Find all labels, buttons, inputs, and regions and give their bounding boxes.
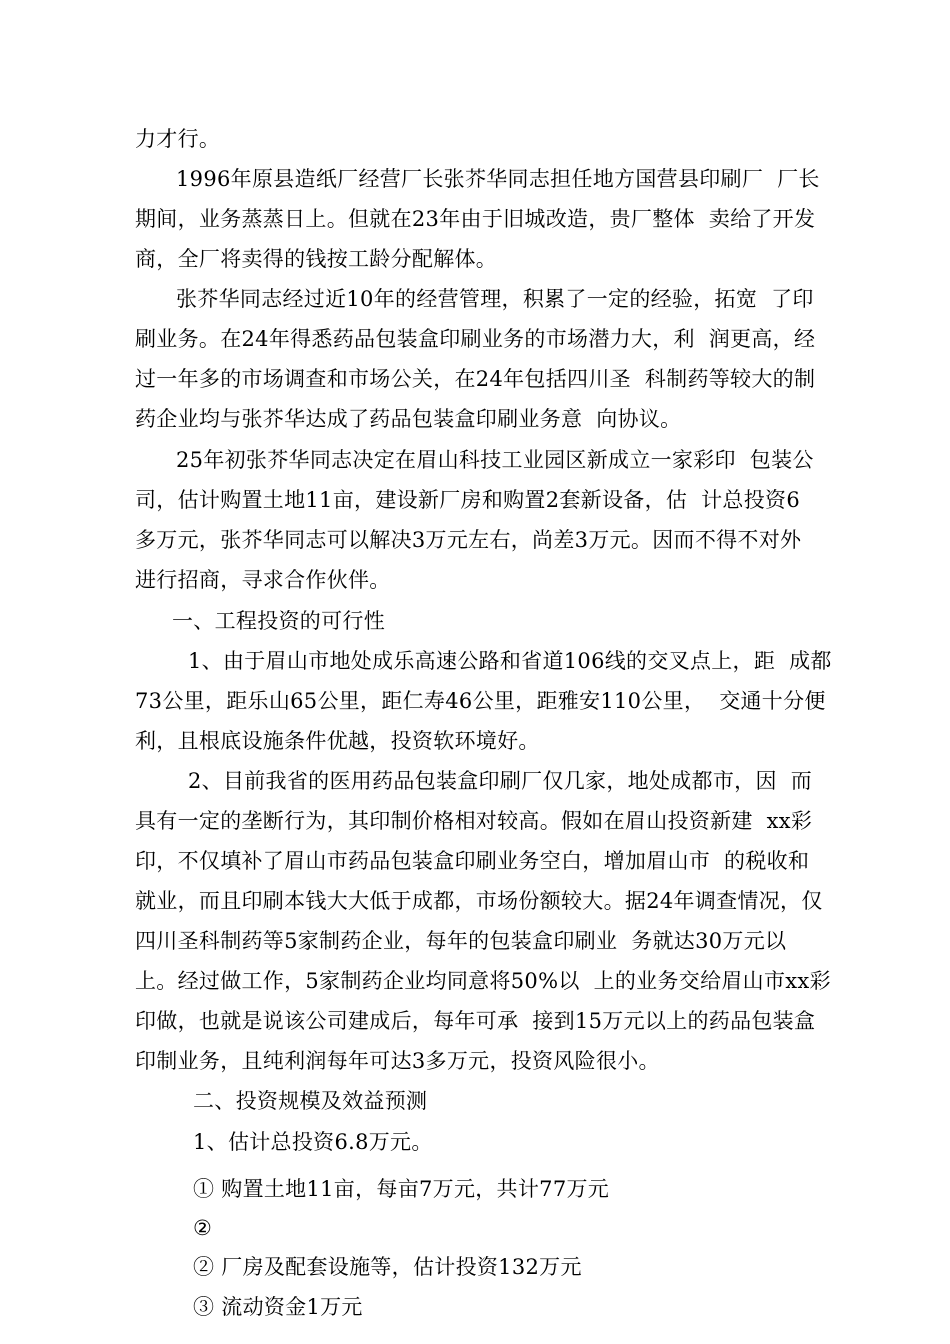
item-1-line-1: 1、由于眉山市地处成乐高速公路和省道106线的交叉点上，距 成都 xyxy=(188,649,832,673)
paragraph-3-line-3: 多万元，张芥华同志可以解决3万元左右，尚差3万元。因而不得不对外 xyxy=(135,528,802,552)
paragraph-2-line-4: 药企业均与张芥华达成了药品包装盒印刷业务意 向协议。 xyxy=(135,407,682,431)
list-item-empty-marker: ② xyxy=(193,1216,213,1240)
paragraph-2-line-2: 刷业务。在24年得悉药品包装盒印刷业务的市场潜力大，利 润更高，经 xyxy=(135,327,816,351)
paragraph-3-line-2: 司，估计购置土地11亩，建设新厂房和购置2套新设备，估 计总投资6 xyxy=(135,488,800,512)
item-2-line-4: 就业，而且印刷本钱大大低于成都，市场份额较大。据24年调查情况，仅 xyxy=(135,889,823,913)
paragraph-3-line-1: 25年初张芥华同志决定在眉山科技工业园区新成立一家彩印 包装公 xyxy=(176,448,814,472)
text-line-continuation: 力才行。 xyxy=(135,127,221,151)
item-2-line-6: 上。经过做工作，5家制药企业均同意将50%以 上的业务交给眉山市xx彩 xyxy=(135,969,831,993)
item-2-line-2: 具有一定的垄断行为，其印制价格相对较高。假如在眉山投资新建 xx彩 xyxy=(135,809,813,833)
list-item-working-capital: ③ 流动资金1万元 xyxy=(193,1295,363,1319)
list-item-land-purchase: ① 购置土地11亩，每亩7万元，共计77万元 xyxy=(193,1177,610,1201)
section-heading-feasibility: 一、工程投资的可行性 xyxy=(172,609,385,633)
item-2-line-5: 四川圣科制药等5家制药企业，每年的包装盒印刷业 务就达30万元以 xyxy=(135,929,787,953)
paragraph-3-line-4: 进行招商，寻求合作伙伴。 xyxy=(135,568,391,592)
item-2-line-8: 印制业务，且纯利润每年可达3多万元，投资风险很小。 xyxy=(135,1049,660,1073)
item-1-line-2: 73公里，距乐山65公里，距仁寿46公里，距雅安110公里， 交通十分便 xyxy=(135,689,826,713)
item-2-line-1: 2、目前我省的医用药品包装盒印刷厂仅几家，地处成都市，因 而 xyxy=(188,769,813,793)
paragraph-1-line-3: 商，全厂将卖得的钱按工龄分配解体。 xyxy=(135,247,498,271)
section-heading-investment-scale: 二、投资规模及效益预测 xyxy=(193,1089,428,1113)
item-2-line-7: 印做，也就是说该公司建成后，每年可承 接到15万元以上的药品包装盒 xyxy=(135,1009,816,1033)
subheading-total-investment: 1、估计总投资6.8万元。 xyxy=(193,1130,433,1154)
list-item-factory-buildings: ② 厂房及配套设施等，估计投资132万元 xyxy=(193,1255,582,1279)
paragraph-2-line-1: 张芥华同志经过近10年的经营管理，积累了一定的经验，拓宽 了印 xyxy=(176,287,814,311)
paragraph-1-line-1: 1996年原县造纸厂经营厂长张芥华同志担任地方国营县印刷厂 厂长 xyxy=(176,167,820,191)
paragraph-1-line-2: 期间，业务蒸蒸日上。但就在23年由于旧城改造，贵厂整体 卖给了开发 xyxy=(135,207,816,231)
item-2-line-3: 印，不仅填补了眉山市药品包装盒印刷业务空白，增加眉山市 的税收和 xyxy=(135,849,810,873)
paragraph-2-line-3: 过一年多的市场调查和市场公关，在24年包括四川圣 科制药等较大的制 xyxy=(135,367,816,391)
item-1-line-3: 利，且根底设施条件优越，投资软环境好。 xyxy=(135,729,540,753)
